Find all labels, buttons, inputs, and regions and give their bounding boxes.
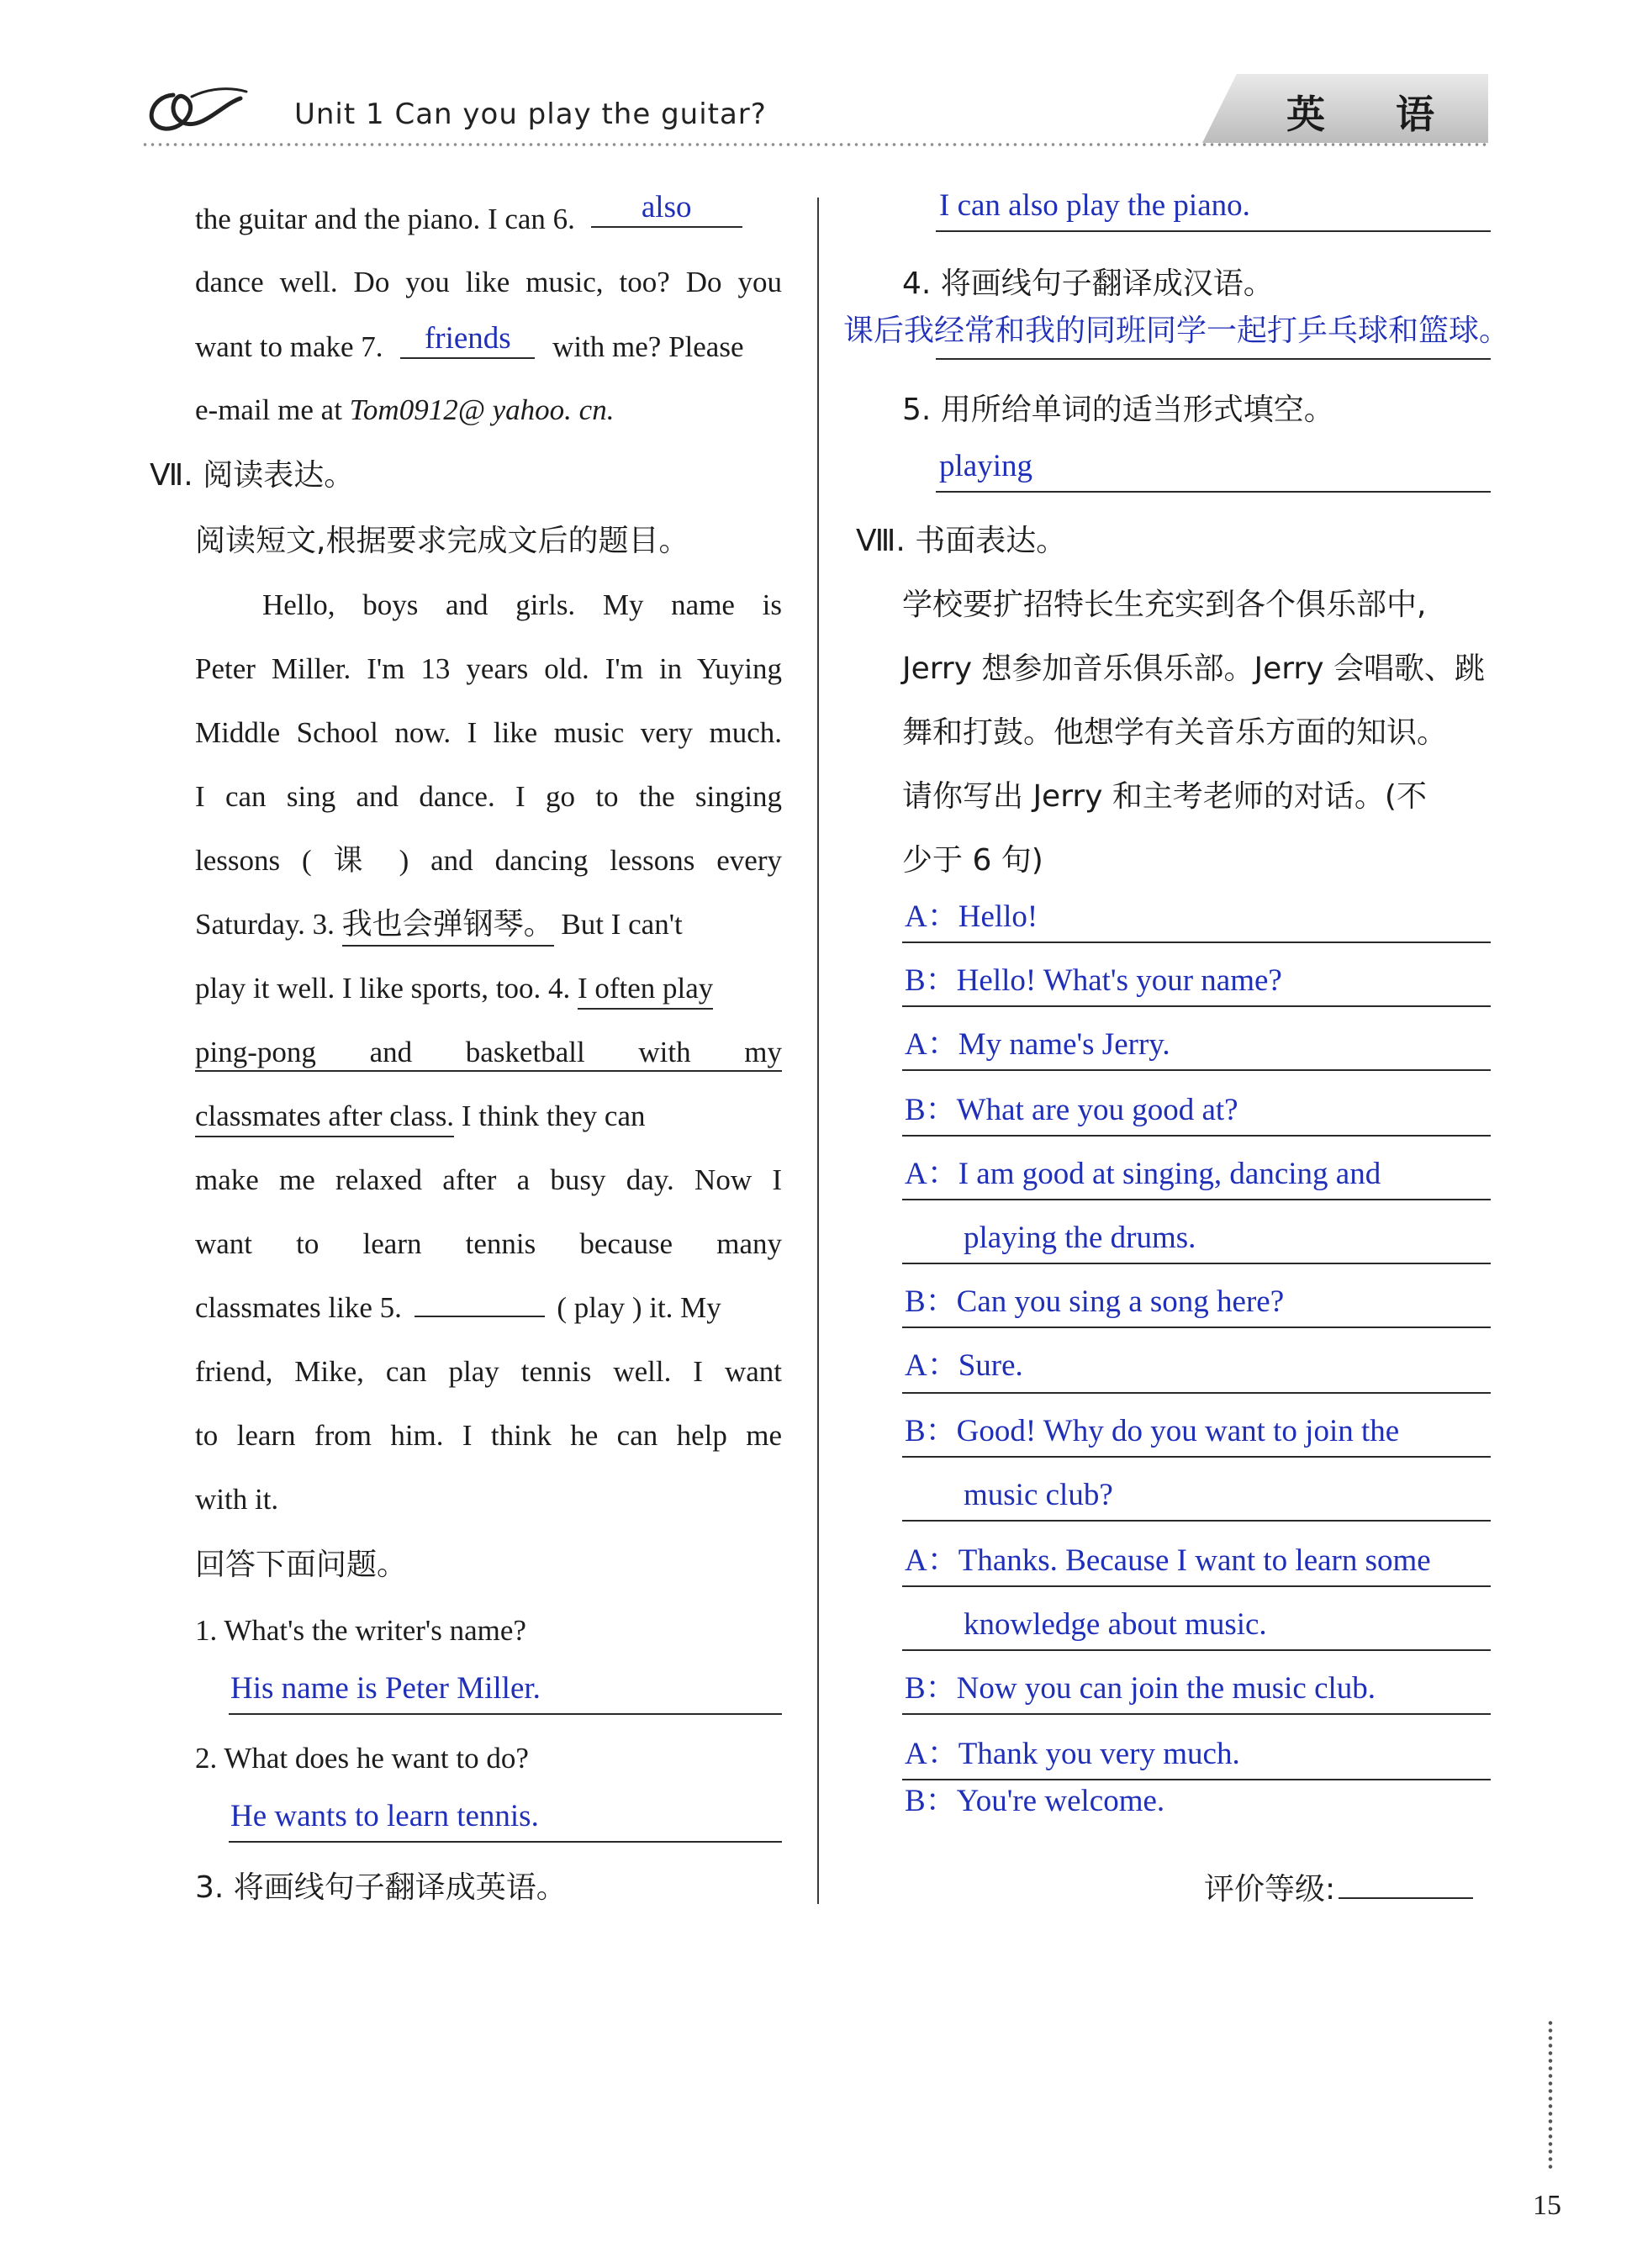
- dialogue-line-10: B：Now you can join the music club.: [905, 1671, 1376, 1706]
- passage-line-13: friend, Mike, can play tennis well. I want: [195, 1355, 782, 1388]
- dialogue-rule-1: [902, 941, 1491, 943]
- passage-line-10: make me relaxed after a busy day. Now I: [195, 1163, 782, 1196]
- dialogue-line-4: B：What are you good at?: [905, 1093, 1238, 1127]
- column-divider: [817, 198, 819, 1904]
- dialogue-line-6: B：Can you sing a song here?: [905, 1284, 1285, 1319]
- passage-cont-line-1: the guitar and the piano. I can 6. also: [195, 203, 782, 240]
- question-5: 5. 用所给单词的适当形式填空。: [902, 393, 1334, 427]
- dialogue-rule-9: [902, 1456, 1491, 1458]
- dialogue-line-5-cont: playing the drums.: [964, 1221, 1196, 1255]
- writing-prompt-line-5: 少于 6 句): [902, 843, 1043, 878]
- passage-line-4: I can sing and dance. I go to the singing: [195, 780, 782, 813]
- passage-cont-line-4: e-mail me at Tom0912@ yahoo. cn.: [195, 393, 615, 426]
- passage-line-3: Middle School now. I like music very much.: [195, 716, 782, 749]
- passage-line-6: Saturday. 3. 我也会弹钢琴。 But I can't: [195, 910, 782, 940]
- writing-prompt-line-4: 请你写出 Jerry 和主考老师的对话。(不: [902, 779, 1427, 814]
- question-4: 4. 将画线句子翻译成汉语。: [902, 266, 1274, 301]
- answer-4-line: [936, 358, 1491, 360]
- answer-1-line: [229, 1713, 782, 1715]
- dialogue-rule-14: [902, 1779, 1491, 1780]
- page-number-dots: [1547, 2019, 1554, 2170]
- dialogue-line-2: B：Hello! What's your name?: [905, 963, 1282, 998]
- answer-5-line: [936, 491, 1491, 493]
- answer-prompt: 回答下面问题。: [195, 1548, 408, 1582]
- blank-5: [415, 1312, 545, 1317]
- dialogue-rule-6: [902, 1263, 1491, 1264]
- writing-prompt-line-3: 舞和打鼓。他想学有关音乐方面的知识。: [902, 715, 1448, 750]
- passage-cont-line-2: dance well. Do you like music, too? Do you: [195, 266, 782, 298]
- underlined-sentence-4-part-1: I often play: [578, 972, 713, 1010]
- section-8-title: Ⅷ. 书面表达。: [856, 524, 1067, 558]
- passage-line-15: with it.: [195, 1483, 279, 1516]
- answer-4: 课后我经常和我的同班同学一起打乒乓球和篮球。: [843, 314, 1510, 348]
- passage-line-1: Hello, boys and girls. My name is: [262, 588, 782, 621]
- dialogue-line-9: A：Thanks. Because I want to learn some: [905, 1543, 1431, 1578]
- answer-3-line: [936, 230, 1491, 232]
- answer-2: He wants to learn tennis.: [230, 1799, 539, 1833]
- dialogue-line-7: A：Sure.: [905, 1348, 1023, 1383]
- dialogue-rule-2: [902, 1005, 1491, 1007]
- unit-title: Unit 1 Can you play the guitar?: [294, 98, 767, 131]
- blank-7-answer: friends: [400, 323, 535, 359]
- dialogue-rule-5: [902, 1199, 1491, 1200]
- passage-line-14: to learn from him. I think he can help me: [195, 1419, 782, 1452]
- passage-line-5: lessons ( 课 ) and dancing lessons every: [195, 844, 782, 877]
- dialogue-rule-8: [902, 1392, 1491, 1394]
- email-address: Tom0912@ yahoo. cn.: [349, 393, 615, 426]
- dialogue-line-8: B：Good! Why do you want to join the: [905, 1414, 1400, 1448]
- section-7-title: Ⅶ. 阅读表达。: [150, 458, 355, 493]
- passage-line-11: want to learn tennis because many: [195, 1227, 782, 1260]
- dialogue-rule-3: [902, 1069, 1491, 1071]
- dialogue-rule-7: [902, 1327, 1491, 1328]
- dialogue-line-12: B：You're welcome.: [905, 1784, 1165, 1818]
- dialogue-line-11: A：Thank you very much.: [905, 1737, 1240, 1771]
- question-2: 2. What does he want to do?: [195, 1742, 529, 1775]
- question-3: 3. 将画线句子翻译成英语。: [195, 1870, 567, 1905]
- passage-line-9: classmates after class. I think they can: [195, 1101, 782, 1131]
- passage-line-2: Peter Miller. I'm 13 years old. I'm in Yuying: [195, 652, 782, 685]
- passage-line-7: play it well. I like sports, too. 4. I often play: [195, 973, 782, 1003]
- page-number: 15: [1533, 2190, 1561, 2221]
- dialogue-rule-11: [902, 1585, 1491, 1587]
- dialogue-line-5: A：I am good at singing, dancing and: [905, 1157, 1381, 1191]
- dialogue-line-1: A：Hello!: [905, 899, 1038, 934]
- underlined-sentence-4-part-2: ping-pong and basketball with my: [195, 1037, 782, 1072]
- underlined-sentence-4-part-3: classmates after class.: [195, 1100, 454, 1137]
- question-1: 1. What's the writer's name?: [195, 1614, 526, 1647]
- section-7-instruction: 阅读短文,根据要求完成文后的题目。: [195, 524, 689, 558]
- dialogue-rule-12: [902, 1649, 1491, 1651]
- answer-5: playing: [939, 449, 1032, 483]
- subject-label: 英 语: [1286, 92, 1464, 137]
- grade-label: 评价等级:: [1204, 1875, 1473, 1905]
- dialogue-rule-4: [902, 1135, 1491, 1137]
- dialogue-rule-13: [902, 1713, 1491, 1715]
- dialogue-line-9-cont: knowledge about music.: [964, 1607, 1267, 1642]
- dialogue-line-3: A：My name's Jerry.: [905, 1027, 1170, 1062]
- grade-blank: [1339, 1897, 1473, 1899]
- answer-1: His name is Peter Miller.: [230, 1671, 541, 1706]
- blank-6-answer: also: [591, 192, 742, 228]
- passage-line-12: classmates like 5. ( play ) it. My: [195, 1291, 721, 1324]
- passage-cont-line-3: want to make 7. friends with me? Please: [195, 321, 744, 363]
- answer-3: I can also play the piano.: [939, 188, 1250, 223]
- dialogue-line-8-cont: music club?: [964, 1478, 1113, 1512]
- answer-2-line: [229, 1841, 782, 1843]
- writing-prompt-line-2: Jerry 想参加音乐俱乐部。Jerry 会唱歌、跳: [902, 651, 1485, 686]
- writing-prompt-line-1: 学校要扩招特长生充实到各个俱乐部中,: [902, 588, 1427, 622]
- dialogue-rule-10: [902, 1520, 1491, 1522]
- underlined-sentence-3: 我也会弹钢琴。: [342, 907, 554, 947]
- cursive-logo-icon: [141, 80, 251, 139]
